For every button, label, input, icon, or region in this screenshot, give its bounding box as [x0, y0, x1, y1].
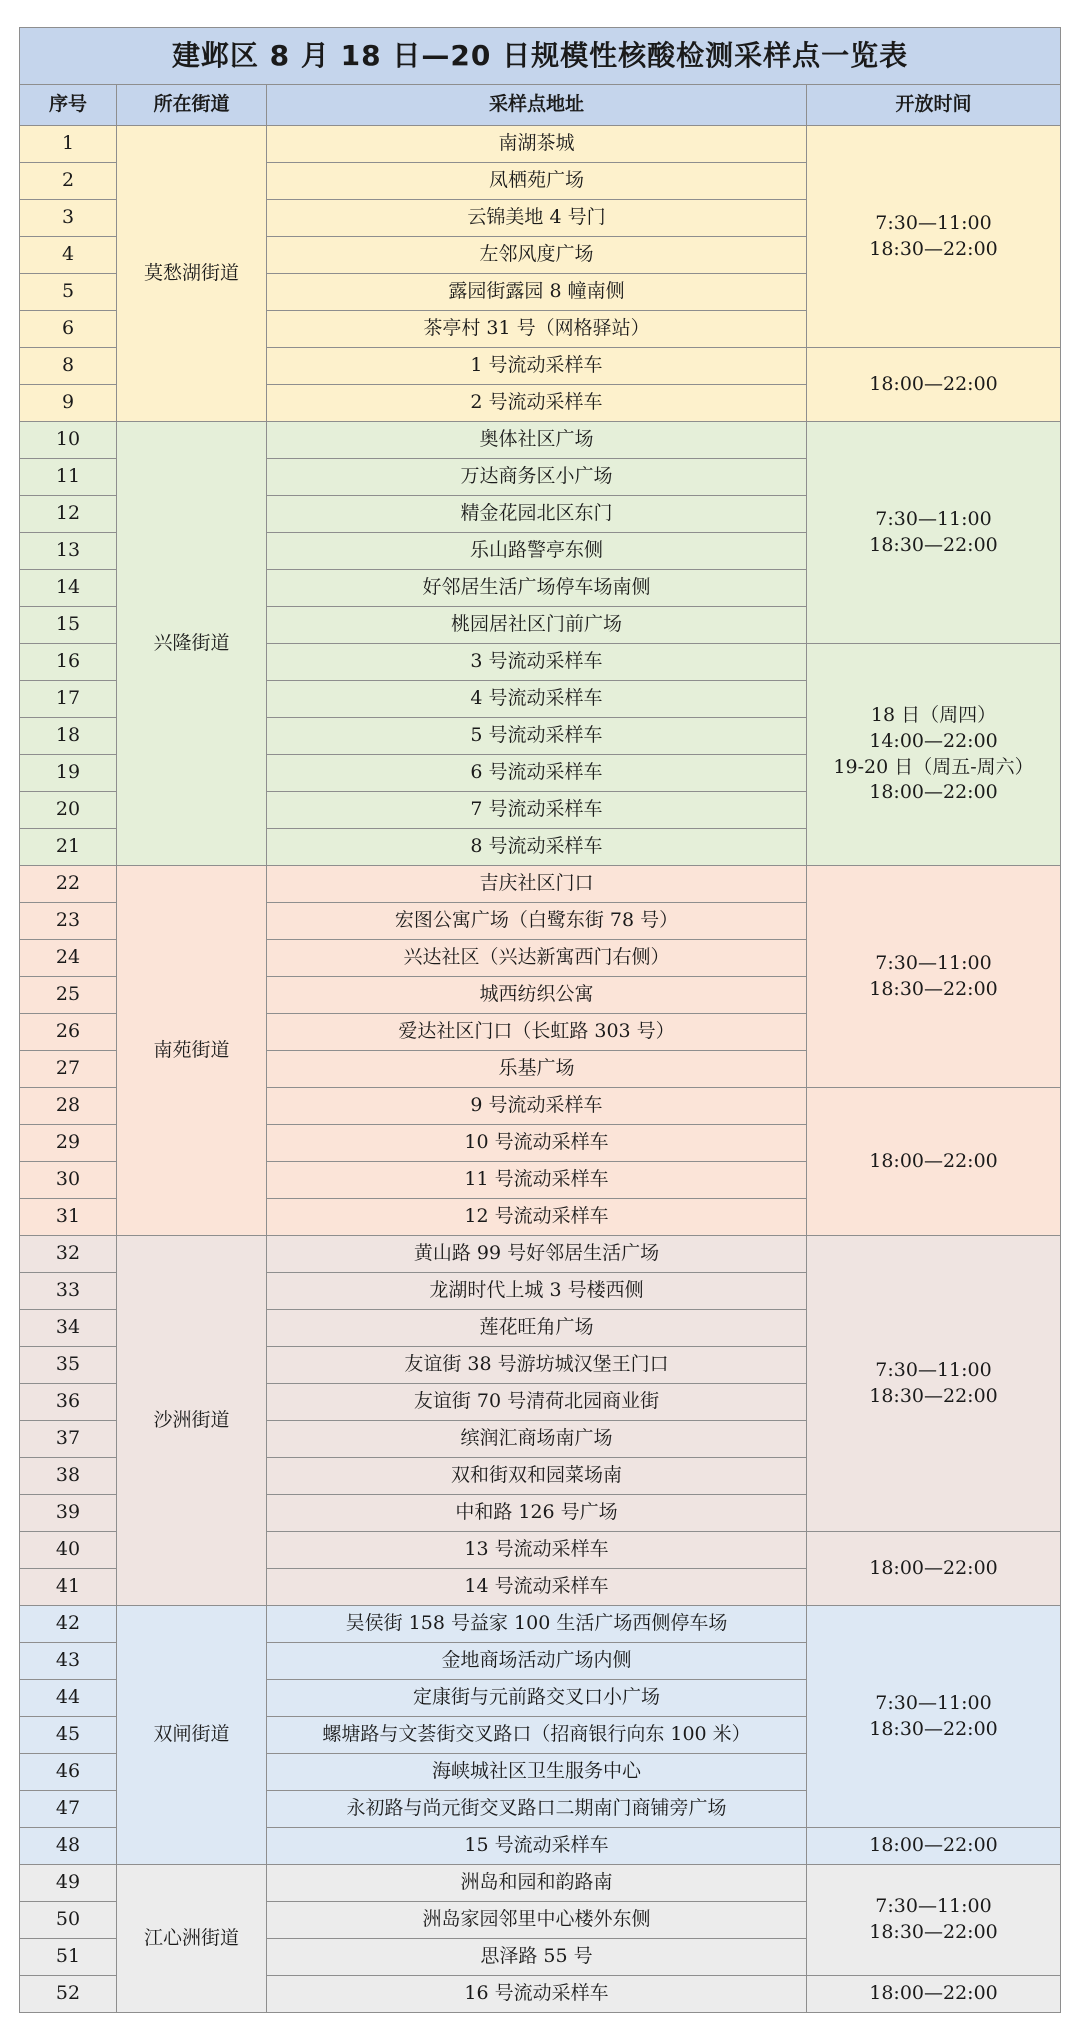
opening-hours: 18:00—22:00	[807, 348, 1061, 422]
site-address: 15 号流动采样车	[267, 1828, 807, 1865]
site-address: 友谊街 38 号游坊城汉堡王门口	[267, 1347, 807, 1384]
site-address: 海峡城社区卫生服务中心	[267, 1754, 807, 1791]
row-number: 24	[20, 940, 117, 977]
row-number: 14	[20, 570, 117, 607]
site-address: 思泽路 55 号	[267, 1939, 807, 1976]
opening-hours: 18 日（周四） 14:00—22:00 19-20 日（周五-周六） 18:00—22:00	[807, 644, 1061, 866]
opening-hours: 7:30—11:00 18:30—22:00	[807, 126, 1061, 348]
row-number: 37	[20, 1421, 117, 1458]
street-name: 江心洲街道	[117, 1865, 267, 2013]
row-number: 26	[20, 1014, 117, 1051]
row-number: 9	[20, 385, 117, 422]
table-title: 建邺区 8 月 18 日—20 日规模性核酸检测采样点一览表	[20, 28, 1061, 85]
opening-hours: 18:00—22:00	[807, 1828, 1061, 1865]
site-address: 凤栖苑广场	[267, 163, 807, 200]
row-number: 34	[20, 1310, 117, 1347]
site-address: 城西纺织公寓	[267, 977, 807, 1014]
site-address: 金地商场活动广场内侧	[267, 1643, 807, 1680]
site-address: 洲岛家园邻里中心楼外东侧	[267, 1902, 807, 1939]
street-name: 南苑街道	[117, 866, 267, 1236]
row-number: 46	[20, 1754, 117, 1791]
table-row	[20, 1606, 1061, 1643]
site-address: 桃园居社区门前广场	[267, 607, 807, 644]
row-number: 52	[20, 1976, 117, 2013]
site-address: 螺塘路与文荟街交叉路口（招商银行向东 100 米）	[267, 1717, 807, 1754]
row-number: 38	[20, 1458, 117, 1495]
row-number: 29	[20, 1125, 117, 1162]
site-address: 友谊街 70 号清荷北园商业街	[267, 1384, 807, 1421]
site-address: 7 号流动采样车	[267, 792, 807, 829]
row-number: 36	[20, 1384, 117, 1421]
site-address: 云锦美地 4 号门	[267, 200, 807, 237]
site-address: 莲花旺角广场	[267, 1310, 807, 1347]
row-number: 19	[20, 755, 117, 792]
table-row	[20, 422, 1061, 459]
site-address: 2 号流动采样车	[267, 385, 807, 422]
title-row	[20, 28, 1061, 85]
table-row	[20, 1865, 1061, 1902]
row-number: 13	[20, 533, 117, 570]
site-address: 奥体社区广场	[267, 422, 807, 459]
row-number: 51	[20, 1939, 117, 1976]
table-row	[20, 1236, 1061, 1273]
row-number: 33	[20, 1273, 117, 1310]
row-number: 27	[20, 1051, 117, 1088]
site-address: 万达商务区小广场	[267, 459, 807, 496]
opening-hours: 18:00—22:00	[807, 1976, 1061, 2013]
site-address: 乐山路警亭东侧	[267, 533, 807, 570]
row-number: 47	[20, 1791, 117, 1828]
row-number: 40	[20, 1532, 117, 1569]
header-row	[20, 85, 1061, 126]
table-row	[20, 866, 1061, 903]
row-number: 20	[20, 792, 117, 829]
row-number: 1	[20, 126, 117, 163]
site-address: 11 号流动采样车	[267, 1162, 807, 1199]
site-address: 黄山路 99 号好邻居生活广场	[267, 1236, 807, 1273]
site-address: 吉庆社区门口	[267, 866, 807, 903]
header-hours: 开放时间	[807, 85, 1061, 126]
row-number: 28	[20, 1088, 117, 1125]
site-address: 3 号流动采样车	[267, 644, 807, 681]
street-name: 兴隆街道	[117, 422, 267, 866]
opening-hours: 18:00—22:00	[807, 1532, 1061, 1606]
site-address: 6 号流动采样车	[267, 755, 807, 792]
row-number: 8	[20, 348, 117, 385]
site-address: 14 号流动采样车	[267, 1569, 807, 1606]
table-row	[20, 126, 1061, 163]
row-number: 18	[20, 718, 117, 755]
opening-hours: 7:30—11:00 18:30—22:00	[807, 1236, 1061, 1532]
row-number: 32	[20, 1236, 117, 1273]
row-number: 17	[20, 681, 117, 718]
row-number: 2	[20, 163, 117, 200]
site-address: 中和路 126 号广场	[267, 1495, 807, 1532]
site-address: 左邻风度广场	[267, 237, 807, 274]
row-number: 31	[20, 1199, 117, 1236]
street-name: 沙洲街道	[117, 1236, 267, 1606]
site-address: 洲岛和园和韵路南	[267, 1865, 807, 1902]
row-number: 35	[20, 1347, 117, 1384]
site-address: 10 号流动采样车	[267, 1125, 807, 1162]
opening-hours: 18:00—22:00	[807, 1088, 1061, 1236]
row-number: 30	[20, 1162, 117, 1199]
row-number: 43	[20, 1643, 117, 1680]
row-number: 22	[20, 866, 117, 903]
row-number: 39	[20, 1495, 117, 1532]
site-address: 茶亭村 31 号（网格驿站）	[267, 311, 807, 348]
row-number: 49	[20, 1865, 117, 1902]
row-number: 44	[20, 1680, 117, 1717]
street-name: 莫愁湖街道	[117, 126, 267, 422]
street-name: 双闸街道	[117, 1606, 267, 1865]
opening-hours: 7:30—11:00 18:30—22:00	[807, 422, 1061, 644]
opening-hours: 7:30—11:00 18:30—22:00	[807, 1865, 1061, 1976]
row-number: 25	[20, 977, 117, 1014]
site-address: 精金花园北区东门	[267, 496, 807, 533]
row-number: 3	[20, 200, 117, 237]
row-number: 11	[20, 459, 117, 496]
row-number: 48	[20, 1828, 117, 1865]
row-number: 6	[20, 311, 117, 348]
site-address: 8 号流动采样车	[267, 829, 807, 866]
site-address: 16 号流动采样车	[267, 1976, 807, 2013]
table-body	[20, 126, 1061, 2013]
row-number: 15	[20, 607, 117, 644]
site-address: 兴达社区（兴达新寓西门右侧）	[267, 940, 807, 977]
row-number: 16	[20, 644, 117, 681]
site-address: 吴侯街 158 号益家 100 生活广场西侧停车场	[267, 1606, 807, 1643]
site-address: 5 号流动采样车	[267, 718, 807, 755]
table-container	[19, 27, 1060, 2013]
row-number: 23	[20, 903, 117, 940]
sampling-sites-table	[19, 27, 1061, 2013]
site-address: 4 号流动采样车	[267, 681, 807, 718]
header-street: 所在街道	[117, 85, 267, 126]
site-address: 南湖茶城	[267, 126, 807, 163]
site-address: 13 号流动采样车	[267, 1532, 807, 1569]
site-address: 乐基广场	[267, 1051, 807, 1088]
row-number: 45	[20, 1717, 117, 1754]
row-number: 12	[20, 496, 117, 533]
row-number: 5	[20, 274, 117, 311]
row-number: 50	[20, 1902, 117, 1939]
site-address: 缤润汇商场南广场	[267, 1421, 807, 1458]
row-number: 10	[20, 422, 117, 459]
site-address: 双和街双和园菜场南	[267, 1458, 807, 1495]
site-address: 好邻居生活广场停车场南侧	[267, 570, 807, 607]
site-address: 12 号流动采样车	[267, 1199, 807, 1236]
site-address: 爱达社区门口（长虹路 303 号）	[267, 1014, 807, 1051]
opening-hours: 7:30—11:00 18:30—22:00	[807, 1606, 1061, 1828]
site-address: 9 号流动采样车	[267, 1088, 807, 1125]
header-address: 采样点地址	[267, 85, 807, 126]
opening-hours: 7:30—11:00 18:30—22:00	[807, 866, 1061, 1088]
site-address: 1 号流动采样车	[267, 348, 807, 385]
site-address: 宏图公寓广场（白鹭东街 78 号）	[267, 903, 807, 940]
row-number: 21	[20, 829, 117, 866]
row-number: 4	[20, 237, 117, 274]
header-number: 序号	[20, 85, 117, 126]
site-address: 露园街露园 8 幢南侧	[267, 274, 807, 311]
row-number: 41	[20, 1569, 117, 1606]
site-address: 定康街与元前路交叉口小广场	[267, 1680, 807, 1717]
site-address: 永初路与尚元街交叉路口二期南门商铺旁广场	[267, 1791, 807, 1828]
site-address: 龙湖时代上城 3 号楼西侧	[267, 1273, 807, 1310]
row-number: 42	[20, 1606, 117, 1643]
